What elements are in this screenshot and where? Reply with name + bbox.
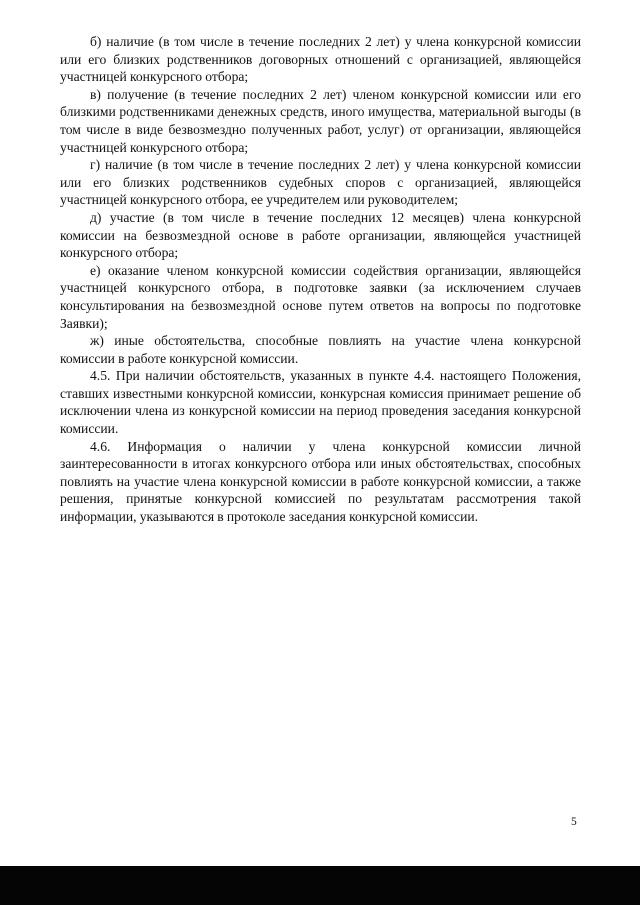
scan-border bbox=[0, 866, 640, 905]
paragraph-zh: ж) иные обстоятельства, способные повлиять на участие члена конкурсной комиссии в работе конкурсной комиссии. bbox=[60, 333, 581, 366]
paragraph-4-6: 4.6. Информация о наличии у члена конкурсной комиссии личной заинтересованности в итогах конкурсного отбора или иных обстоятельствах, способных повлиять на участие члена конкурсной комиссии в работе конкурсной комиссии, а также решения, принятые конкурсной комиссией по результатам рассмотрения такой информации, указываются в протоколе заседания конкурсной комиссии. bbox=[60, 438, 581, 525]
paragraph-g: г) наличие (в том числе в течение последних 2 лет) у члена конкурсной комиссии или его близких родственников судебных споров с организацией, являющейся участницей конкурсного отбора, ее учредителем или руководителем; bbox=[60, 157, 581, 208]
page-number: 5 bbox=[571, 816, 577, 828]
paragraph-v: в) получение (в течение последних 2 лет) членом конкурсной комиссии или его близкими родственниками денежных средств, иного имущества, материальной выгоды (в том числе в виде безвозмездно полученных работ, услуг) от организации, являющейся участницей конкурсного отбора; bbox=[60, 86, 581, 155]
paragraph-b: б) наличие (в том числе в течение последних 2 лет) у члена конкурсной комиссии или его близких родственников договорных отношений с организацией, являющейся участницей конкурсного отбора; bbox=[60, 34, 581, 85]
paragraph-4-5: 4.5. При наличии обстоятельств, указанных в пункте 4.4. настоящего Положения, ставших известными конкурсной комиссии, конкурсная комиссия принимает решение об исключении члена из конкурсной комиссии на период проведения заседания конкурсной комиссии. bbox=[60, 368, 581, 437]
paragraph-d: д) участие (в том числе в течение последних 12 месяцев) члена конкурсной комиссии на безвозмездной основе в работе организации, являющейся участницей конкурсного отбора; bbox=[60, 209, 581, 261]
document-body bbox=[60, 33, 581, 526]
paragraph-e: е) оказание членом конкурсной комиссии содействия организации, являющейся участницей конкурсного отбора, в подготовке заявки (за исключением случаев консультирования на безвозмездной основе путем ответов на вопросы по подготовке Заявки); bbox=[60, 262, 581, 331]
